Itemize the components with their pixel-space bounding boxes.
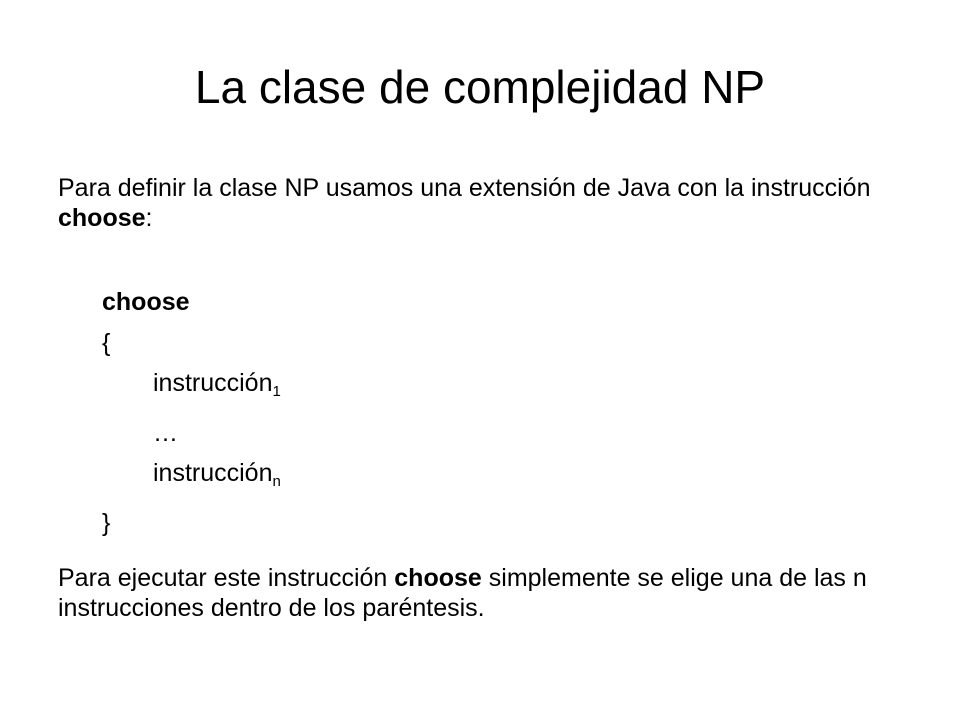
intro-paragraph (58, 173, 903, 233)
intro-keyword-choose: choose (58, 204, 146, 232)
intro-text-part2: : (145, 204, 153, 232)
code-instruction-n-subscript: n (272, 473, 281, 490)
code-instruction-1-subscript: 1 (272, 383, 281, 400)
outro-text-part2: simplemente se elige una de las n instrucciones dentro de los paréntesis. (58, 564, 867, 622)
slide-title: La clase de complejidad NP (194, 61, 766, 113)
code-block (102, 282, 281, 543)
outro-paragraph (58, 563, 903, 623)
intro-text-part1: Para definir la clase NP usamos una extensión de Java con la instrucción (58, 174, 871, 202)
code-instruction-n (102, 453, 281, 503)
code-instruction-1-text: instrucción (153, 369, 273, 397)
outro-keyword-choose: choose (394, 564, 482, 592)
code-instruction-1 (102, 363, 281, 413)
code-choose-keyword: choose (102, 288, 190, 316)
code-ellipsis: … (153, 418, 178, 447)
code-open-brace: { (102, 328, 111, 357)
outro-text-part1: Para ejecutar este instrucción (58, 564, 395, 592)
code-instruction-n-text: instrucción (153, 459, 273, 487)
code-close-brace: } (102, 508, 111, 537)
